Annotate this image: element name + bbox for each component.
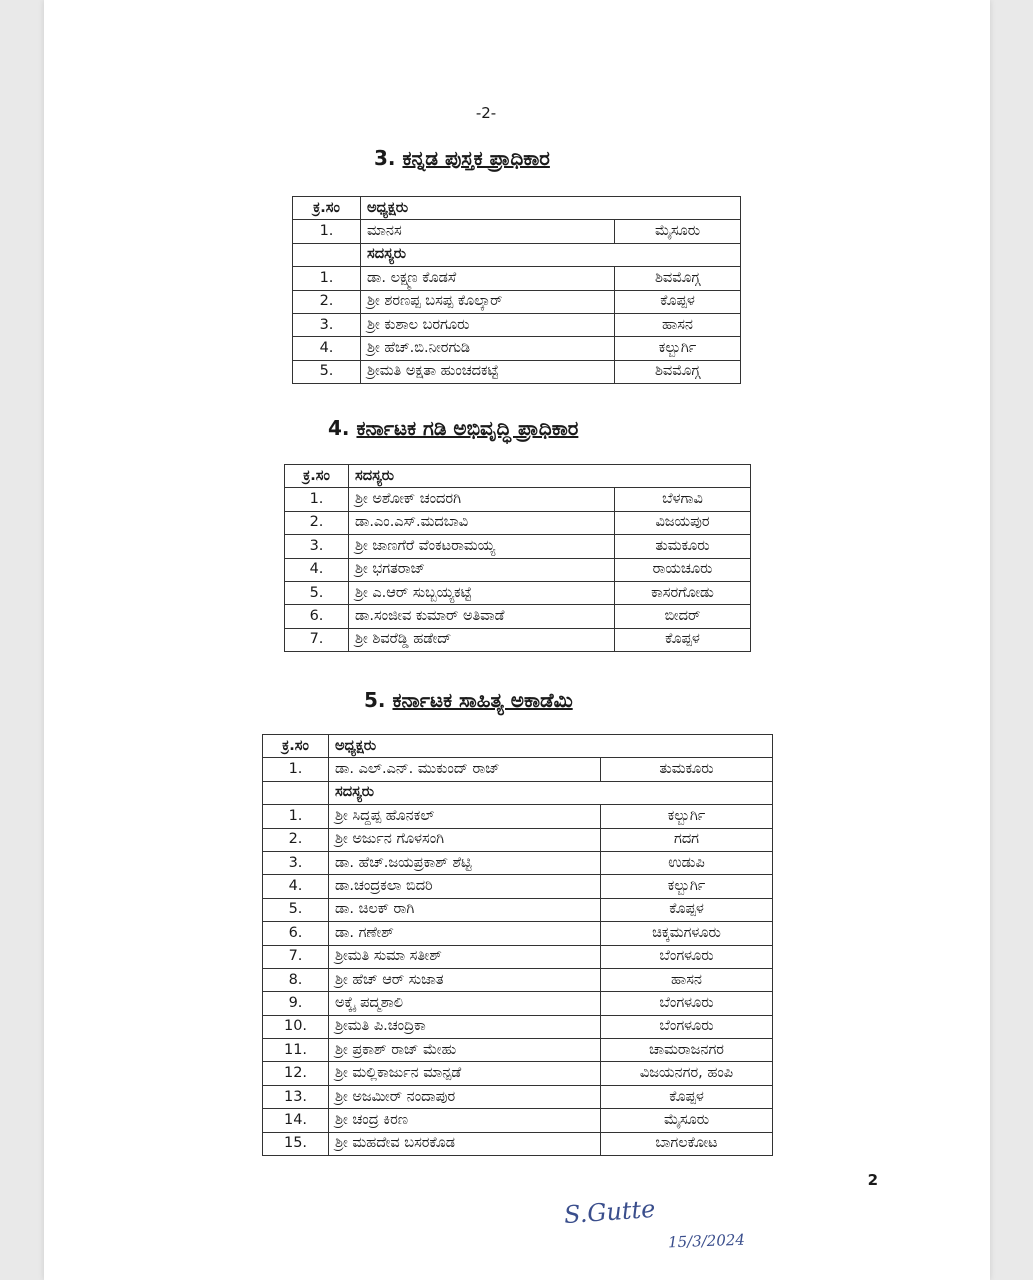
signature: S.Gutte: [563, 1194, 657, 1230]
member-place: ತುಮಕೂರು: [601, 758, 773, 781]
member-name: ಶ್ರೀಮತಿ ಅಕ್ಷತಾ ಹುಂಚದಕಟ್ಟೆ: [361, 360, 615, 383]
member-place: ಹಾಸನ: [615, 313, 741, 336]
member-place: ಮೈಸೂರು: [615, 220, 741, 243]
members-header: ಸದಸ್ಯರು: [349, 465, 751, 488]
section-5-table: [262, 734, 773, 1156]
page-marker: -2-: [475, 104, 497, 122]
member-place: ರಾಯಚೂರು: [615, 558, 751, 581]
serial-header: ಕ್ರ.ಸಂ: [293, 197, 361, 220]
table-row: 12. ಶ್ರೀ ಮಲ್ಲಿಕಾರ್ಜುನ ಮಾನ್ಪಡೆ ವಿಜಯನಗರ, ಹಂಪಿ: [263, 1062, 773, 1085]
member-place: ಕಲ್ಬುರ್ಗಿ: [601, 805, 773, 828]
table-row: 2. ಡಾ.ಎಂ.ಎಸ್.ಮದಬಾವಿ ವಿಜಯಪುರ: [285, 511, 751, 534]
member-name: ಶ್ರೀ ಶರಣಪ್ಪ ಬಸಪ್ಪ ಕೊಲ್ಕಾರ್: [361, 290, 615, 313]
section-3-heading: ಕನ್ನಡ ಪುಸ್ತಕ ಪ್ರಾಧಿಕಾರ: [402, 146, 550, 170]
member-name: ಶ್ರೀ ಕುಶಾಲ ಬರಗೂರು: [361, 313, 615, 336]
table-row: 1. ಮಾನಸ ಮೈಸೂರು: [293, 220, 741, 243]
member-name: ಶ್ರೀ ಅಜಮೀರ್ ನಂದಾಪುರ: [329, 1085, 601, 1108]
section-4-heading: ಕರ್ನಾಟಕ ಗಡಿ ಅಭಿವೃದ್ಧಿ ಪ್ರಾಧಿಕಾರ: [356, 416, 579, 440]
table-row: 4. ಡಾ.ಚಂದ್ರಕಲಾ ಬಿದರಿ ಕಲ್ಬುರ್ಗಿ: [263, 875, 773, 898]
member-place: ವಿಜಯಪುರ: [615, 511, 751, 534]
member-place: ಬೆಂಗಳೂರು: [601, 992, 773, 1015]
section-4-title: [328, 416, 578, 440]
member-place: ಚಿಕ್ಕಮಗಳೂರು: [601, 922, 773, 945]
footer-page-number: 2: [867, 1171, 878, 1189]
table-row: 3. ಶ್ರೀ ಕುಶಾಲ ಬರಗೂರು ಹಾಸನ: [293, 313, 741, 336]
table-header-row: [285, 465, 751, 488]
table-row: 14. ಶ್ರೀ ಚಂದ್ರ ಕಿರಣ ಮೈಸೂರು: [263, 1109, 773, 1132]
section-3-number: 3.: [374, 146, 396, 170]
member-place: ಕೊಪ್ಪಳ: [601, 1085, 773, 1108]
table-row: 3. ಶ್ರೀ ಜಾಣಗೆರೆ ವೆಂಕಟರಾಮಯ್ಯ ತುಮಕೂರು: [285, 535, 751, 558]
member-place: ಬೀದರ್: [615, 605, 751, 628]
table-row: 10. ಶ್ರೀಮತಿ ಪಿ.ಚಂದ್ರಿಕಾ ಬೆಂಗಳೂರು: [263, 1015, 773, 1038]
section-5-heading: ಕರ್ನಾಟಕ ಸಾಹಿತ್ಯ ಅಕಾಡೆಮಿ: [392, 688, 573, 712]
section-5-title: [364, 688, 573, 712]
section-5-number: 5.: [364, 688, 386, 712]
serial-header: ಕ್ರ.ಸಂ: [285, 465, 349, 488]
member-place: ಹಾಸನ: [601, 968, 773, 991]
president-header: ಅಧ್ಯಕ್ಷರು: [361, 197, 741, 220]
member-place: ಕಲ್ಬುರ್ಗಿ: [615, 337, 741, 360]
table-row: 8. ಶ್ರೀ ಹೆಚ್ ಆರ್ ಸುಜಾತ ಹಾಸನ: [263, 968, 773, 991]
member-name: ಶ್ರೀ ಎ.ಆರ್ ಸುಬ್ಬಯ್ಯಕಟ್ಟೆ: [349, 581, 615, 604]
member-place: ಬಾಗಲಕೋಟ: [601, 1132, 773, 1155]
member-place: ಕಾಸರಗೋಡು: [615, 581, 751, 604]
member-name: ಶ್ರೀ ಚಂದ್ರ ಕಿರಣ: [329, 1109, 601, 1132]
member-name: ಶ್ರೀಮತಿ ಪಿ.ಚಂದ್ರಿಕಾ: [329, 1015, 601, 1038]
member-name: ಡಾ. ಚಿಲಕ್ ರಾಗಿ: [329, 898, 601, 921]
member-name: ಶ್ರೀ ಜಾಣಗೆರೆ ವೆಂಕಟರಾಮಯ್ಯ: [349, 535, 615, 558]
table-row: 9. ಅಕ್ಕೈ ಪದ್ಮಶಾಲಿ ಬೆಂಗಳೂರು: [263, 992, 773, 1015]
section-3-table: [292, 196, 741, 384]
table-row: 15. ಶ್ರೀ ಮಹದೇವ ಬಸರಕೊಡ ಬಾಗಲಕೋಟ: [263, 1132, 773, 1155]
table-row: 4. ಶ್ರೀ ಹೆಚ್.ಬಿ.ನೀರಗುಡಿ ಕಲ್ಬುರ್ಗಿ: [293, 337, 741, 360]
member-place: ಕಲ್ಬುರ್ಗಿ: [601, 875, 773, 898]
table-row: 1. ಶ್ರೀ ಸಿದ್ದಪ್ಪ ಹೊನಕಲ್ ಕಲ್ಬುರ್ಗಿ: [263, 805, 773, 828]
table-row: 1. ಡಾ. ಲಕ್ಷ್ಮಣ ಕೊಡಸೆ ಶಿವಮೊಗ್ಗ: [293, 267, 741, 290]
member-place: ಬೆಳಗಾವಿ: [615, 488, 751, 511]
member-place: ಉಡುಪಿ: [601, 851, 773, 874]
table-row: 3. ಡಾ. ಹೆಚ್.ಜಯಪ್ರಕಾಶ್ ಶೆಟ್ಟಿ ಉಡುಪಿ: [263, 851, 773, 874]
member-place: ಕೊಪ್ಪಳ: [615, 290, 741, 313]
member-name: ಡಾ. ಲಕ್ಷ್ಮಣ ಕೊಡಸೆ: [361, 267, 615, 290]
table-row: 5. ಡಾ. ಚಿಲಕ್ ರಾಗಿ ಕೊಪ್ಪಳ: [263, 898, 773, 921]
member-name: ಶ್ರೀ ಹೆಚ್.ಬಿ.ನೀರಗುಡಿ: [361, 337, 615, 360]
section-4-number: 4.: [328, 416, 350, 440]
table-header-row: [293, 197, 741, 220]
table-row: 5. ಶ್ರೀಮತಿ ಅಕ್ಷತಾ ಹುಂಚದಕಟ್ಟೆ ಶಿವಮೊಗ್ಗ: [293, 360, 741, 383]
member-name: ಡಾ. ಎಲ್.ಎನ್. ಮುಕುಂದ್ ರಾಜ್: [329, 758, 601, 781]
member-name: ಶ್ರೀ ಭಗತರಾಜ್: [349, 558, 615, 581]
member-place: ಕೊಪ್ಪಳ: [601, 898, 773, 921]
member-place: ವಿಜಯನಗರ, ಹಂಪಿ: [601, 1062, 773, 1085]
member-place: ತುಮಕೂರು: [615, 535, 751, 558]
table-row: 6. ಡಾ.ಸಂಜೀವ ಕುಮಾರ್ ಅತಿವಾಡೆ ಬೀದರ್: [285, 605, 751, 628]
member-name: ಶ್ರೀ ಪ್ರಕಾಶ್ ರಾಜ್ ಮೇಹು: [329, 1039, 601, 1062]
members-header-row: [263, 781, 773, 804]
member-name: ಡಾ. ಗಣೇಶ್: [329, 922, 601, 945]
section-3-title: [374, 146, 550, 170]
member-name: ಡಾ. ಹೆಚ್.ಜಯಪ್ರಕಾಶ್ ಶೆಟ್ಟಿ: [329, 851, 601, 874]
table-row: 5. ಶ್ರೀ ಎ.ಆರ್ ಸುಬ್ಬಯ್ಯಕಟ್ಟೆ ಕಾಸರಗೋಡು: [285, 581, 751, 604]
member-name: ಶ್ರೀಮತಿ ಸುಮಾ ಸತೀಶ್: [329, 945, 601, 968]
section-4-table: [284, 464, 751, 652]
table-row: 1. ಡಾ. ಎಲ್.ಎನ್. ಮುಕುಂದ್ ರಾಜ್ ತುಮಕೂರು: [263, 758, 773, 781]
member-place: ಬೆಂಗಳೂರು: [601, 1015, 773, 1038]
table-row: 2. ಶ್ರೀ ಅರ್ಜುನ ಗೊಳಸಂಗಿ ಗದಗ: [263, 828, 773, 851]
member-place: ಶಿವಮೊಗ್ಗ: [615, 267, 741, 290]
table-row: 7. ಶ್ರೀ ಶಿವರೆಡ್ಡಿ ಹಡೇದ್ ಕೊಪ್ಪಳ: [285, 628, 751, 651]
table-row: 1. ಶ್ರೀ ಅಶೋಕ್ ಚಂದರಗಿ ಬೆಳಗಾವಿ: [285, 488, 751, 511]
member-name: ಅಕ್ಕೈ ಪದ್ಮಶಾಲಿ: [329, 992, 601, 1015]
members-header: ಸದಸ್ಯರು: [361, 243, 741, 266]
table-row: 4. ಶ್ರೀ ಭಗತರಾಜ್ ರಾಯಚೂರು: [285, 558, 751, 581]
member-name: ಡಾ.ಚಂದ್ರಕಲಾ ಬಿದರಿ: [329, 875, 601, 898]
member-place: ಗದಗ: [601, 828, 773, 851]
table-row: 13. ಶ್ರೀ ಅಜಮೀರ್ ನಂದಾಪುರ ಕೊಪ್ಪಳ: [263, 1085, 773, 1108]
members-header: ಸದಸ್ಯರು: [329, 781, 773, 804]
member-name: ಶ್ರೀ ಸಿದ್ದಪ್ಪ ಹೊನಕಲ್: [329, 805, 601, 828]
table-row: 11. ಶ್ರೀ ಪ್ರಕಾಶ್ ರಾಜ್ ಮೇಹು ಚಾಮರಾಜನಗರ: [263, 1039, 773, 1062]
member-name: ಡಾ.ಎಂ.ಎಸ್.ಮದಬಾವಿ: [349, 511, 615, 534]
member-name: ಶ್ರೀ ಶಿವರೆಡ್ಡಿ ಹಡೇದ್: [349, 628, 615, 651]
member-name: ಮಾನಸ: [361, 220, 615, 243]
member-place: ಮೈಸೂರು: [601, 1109, 773, 1132]
member-name: ಶ್ರೀ ಹೆಚ್ ಆರ್ ಸುಜಾತ: [329, 968, 601, 991]
member-name: ಶ್ರೀ ಮಹದೇವ ಬಸರಕೊಡ: [329, 1132, 601, 1155]
table-row: 6. ಡಾ. ಗಣೇಶ್ ಚಿಕ್ಕಮಗಳೂರು: [263, 922, 773, 945]
members-header-row: [293, 243, 741, 266]
serial-header: ಕ್ರ.ಸಂ: [263, 735, 329, 758]
table-header-row: [263, 735, 773, 758]
member-place: ಚಾಮರಾಜನಗರ: [601, 1039, 773, 1062]
signature-date: 15/3/2024: [667, 1230, 746, 1252]
document-page: [44, 0, 990, 1280]
president-header: ಅಧ್ಯಕ್ಷರು: [329, 735, 773, 758]
member-name: ಡಾ.ಸಂಜೀವ ಕುಮಾರ್ ಅತಿವಾಡೆ: [349, 605, 615, 628]
member-place: ಶಿವಮೊಗ್ಗ: [615, 360, 741, 383]
member-name: ಶ್ರೀ ಅರ್ಜುನ ಗೊಳಸಂಗಿ: [329, 828, 601, 851]
member-name: ಶ್ರೀ ಮಲ್ಲಿಕಾರ್ಜುನ ಮಾನ್ಪಡೆ: [329, 1062, 601, 1085]
table-row: 2. ಶ್ರೀ ಶರಣಪ್ಪ ಬಸಪ್ಪ ಕೊಲ್ಕಾರ್ ಕೊಪ್ಪಳ: [293, 290, 741, 313]
member-name: ಶ್ರೀ ಅಶೋಕ್ ಚಂದರಗಿ: [349, 488, 615, 511]
member-place: ಕೊಪ್ಪಳ: [615, 628, 751, 651]
table-row: 7. ಶ್ರೀಮತಿ ಸುಮಾ ಸತೀಶ್ ಬೆಂಗಳೂರು: [263, 945, 773, 968]
member-place: ಬೆಂಗಳೂರು: [601, 945, 773, 968]
